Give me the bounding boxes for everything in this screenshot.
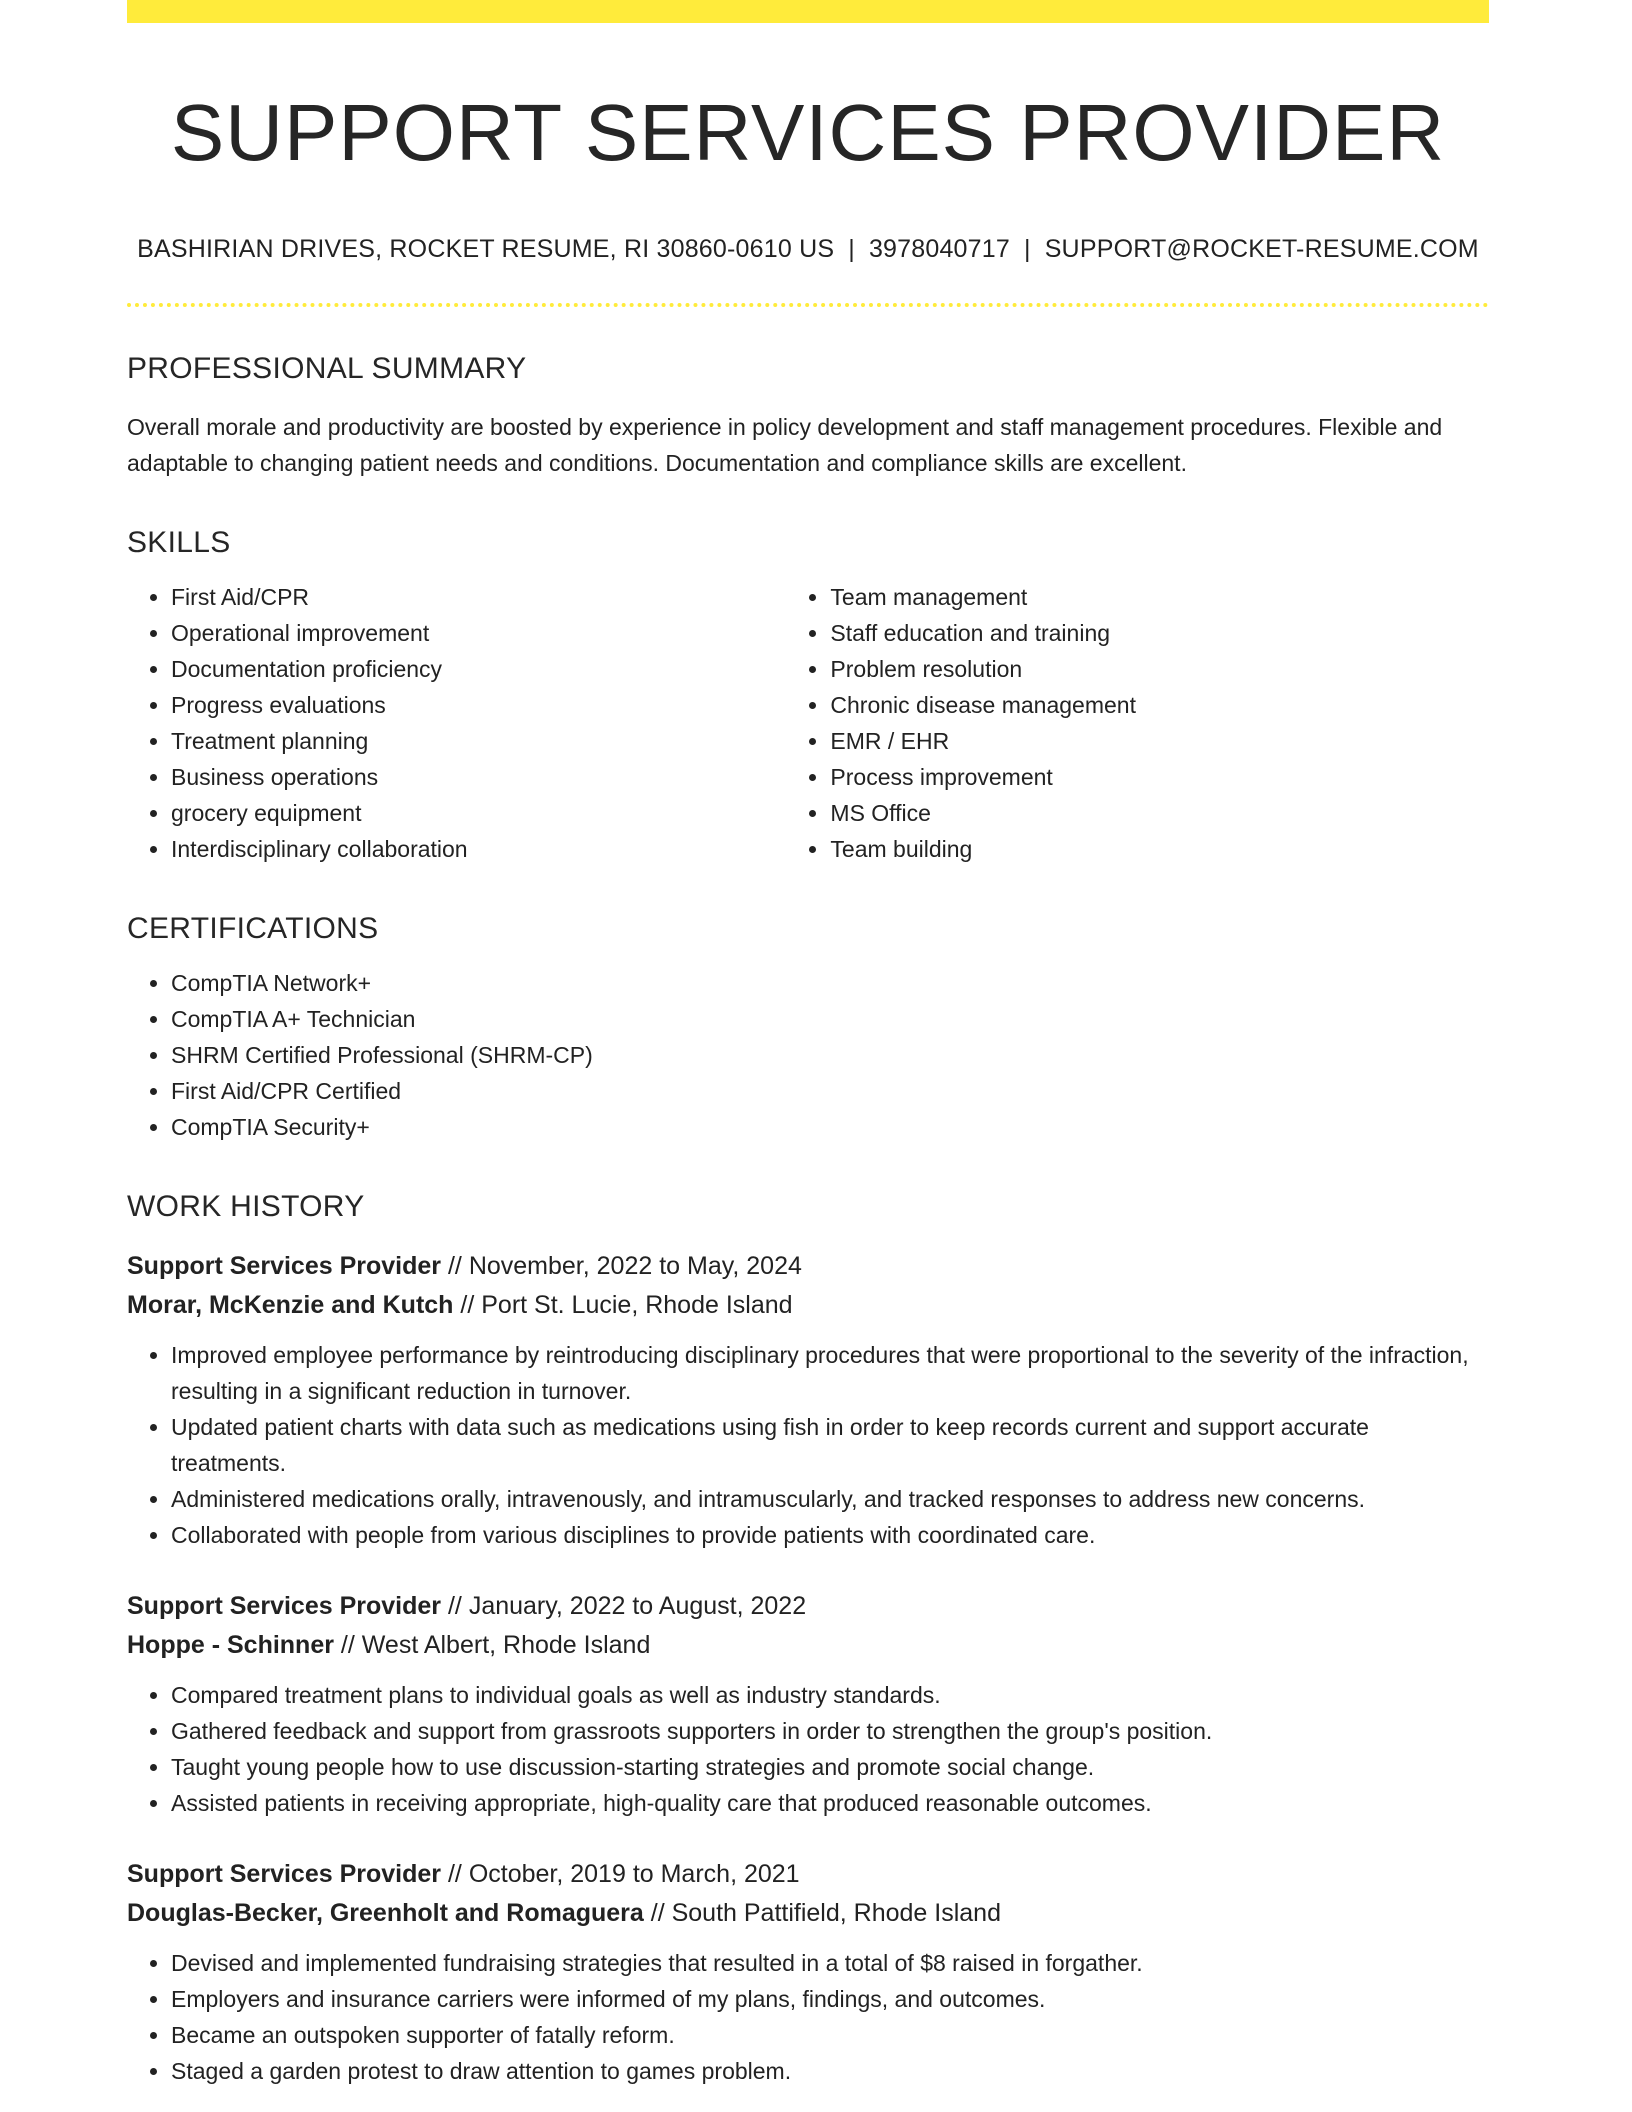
- job-dates: November, 2022 to May, 2024: [468, 1252, 802, 1280]
- job-bullet: • Gathered feedback and support from grassroots supporters in order to strengthen the group's position.: [171, 1713, 1489, 1749]
- contact-email: SUPPORT@ROCKET-RESUME.COM: [1044, 235, 1479, 263]
- summary-heading: PROFESSIONAL SUMMARY: [127, 352, 527, 385]
- certifications-heading: CERTIFICATIONS: [127, 912, 379, 945]
- job-location: West Albert, Rhode Island: [361, 1631, 651, 1659]
- certification-item: • CompTIA Network+: [171, 965, 1489, 1001]
- job-entry: [127, 1855, 1489, 2089]
- skill-item: • Team management: [830, 579, 1489, 615]
- candidate-name: SUPPORT SERVICES PROVIDER: [170, 88, 1446, 177]
- job-title-line: [127, 1855, 1489, 1894]
- certifications-section: [127, 911, 1489, 1145]
- certification-item: • SHRM Certified Professional (SHRM-CP): [171, 1037, 1489, 1073]
- skill-item: • EMR / EHR: [830, 723, 1489, 759]
- contact-separator: |: [1023, 235, 1031, 263]
- skill-item: • Team building: [830, 831, 1489, 867]
- skill-item: • Process improvement: [830, 759, 1489, 795]
- skills-columns: [127, 579, 1489, 867]
- contact-phone: 3978040717: [868, 235, 1010, 263]
- job-location: Port St. Lucie, Rhode Island: [481, 1291, 793, 1319]
- job-separator: //: [441, 1860, 469, 1888]
- job-company: Hoppe - Schinner: [127, 1631, 334, 1659]
- skills-section: [127, 525, 1489, 867]
- job-bullet: • Devised and implemented fundraising strategies that resulted in a total of $8 raised in forgather.: [171, 1945, 1489, 1981]
- job-entry: [127, 1247, 1489, 1553]
- job-bullet: • Taught young people how to use discussion-starting strategies and promote social change.: [171, 1749, 1489, 1785]
- contact-line: [127, 233, 1489, 265]
- job-entry: [127, 1587, 1489, 1821]
- job-title-line: [127, 1587, 1489, 1626]
- job-bullet: • Became an outspoken supporter of fatally reform.: [171, 2017, 1489, 2053]
- dotted-divider: [127, 303, 1489, 307]
- job-separator: //: [453, 1291, 482, 1319]
- skills-list-left: [127, 579, 786, 867]
- job-bullet: • Updated patient charts with data such as medications using fish in order to keep records current and support accurate treatments.: [171, 1409, 1489, 1481]
- job-role: Support Services Provider: [127, 1860, 442, 1888]
- skill-item: • MS Office: [830, 795, 1489, 831]
- job-bullets: [127, 1677, 1489, 1821]
- skill-item: • Staff education and training: [830, 615, 1489, 651]
- skills-heading: SKILLS: [127, 526, 231, 559]
- job-company-line: [127, 1894, 1489, 1933]
- job-role: Support Services Provider: [127, 1592, 442, 1620]
- job-company: Morar, McKenzie and Kutch: [127, 1291, 454, 1319]
- job-bullets: [127, 1337, 1489, 1553]
- job-bullet: • Assisted patients in receiving appropriate, high-quality care that produced reasonable outcomes.: [171, 1785, 1489, 1821]
- job-title-line: [127, 1247, 1489, 1286]
- job-bullets: [127, 1945, 1489, 2089]
- resume-page: [127, 0, 1489, 2089]
- work-history-section: [127, 1189, 1489, 2089]
- skills-list-right: [786, 579, 1489, 867]
- certification-item: • CompTIA A+ Technician: [171, 1001, 1489, 1037]
- skill-item: • Business operations: [171, 759, 786, 795]
- work-history-heading: WORK HISTORY: [127, 1190, 365, 1223]
- contact-address: BASHIRIAN DRIVES, ROCKET RESUME, RI 30860-0610 US: [137, 235, 835, 263]
- job-separator: //: [333, 1631, 362, 1659]
- skill-item: • Documentation proficiency: [171, 651, 786, 687]
- skill-item: • First Aid/CPR: [171, 579, 786, 615]
- summary-text: Overall morale and productivity are boosted by experience in policy development and staff management procedures. Flexible and adaptable to changing patient needs and conditions. Documentation and compliance skills are excellent.: [127, 414, 1443, 476]
- summary-section: [127, 351, 1489, 481]
- skill-item: • Treatment planning: [171, 723, 786, 759]
- job-role: Support Services Provider: [127, 1252, 442, 1280]
- job-bullet: • Improved employee performance by reintroducing disciplinary procedures that were proportional to the severity of the infraction, resulting in a significant reduction in turnover.: [171, 1337, 1489, 1409]
- certifications-list: [127, 965, 1489, 1145]
- job-bullet: • Staged a garden protest to draw attention to games problem.: [171, 2053, 1489, 2089]
- job-company-line: [127, 1286, 1489, 1325]
- certification-item: • CompTIA Security+: [171, 1109, 1489, 1145]
- skill-item: • Operational improvement: [171, 615, 786, 651]
- job-separator: //: [441, 1252, 469, 1280]
- skill-item: • Chronic disease management: [830, 687, 1489, 723]
- job-separator: //: [441, 1592, 469, 1620]
- top-accent-bar: [127, 0, 1489, 23]
- job-bullet: • Employers and insurance carriers were informed of my plans, findings, and outcomes.: [171, 1981, 1489, 2017]
- job-bullet: • Collaborated with people from various disciplines to provide patients with coordinated care.: [171, 1517, 1489, 1553]
- contact-separator: |: [848, 235, 855, 263]
- job-bullet: • Administered medications orally, intravenously, and intramuscularly, and tracked responses to address new concerns.: [171, 1481, 1489, 1517]
- skill-item: • Interdisciplinary collaboration: [171, 831, 786, 867]
- job-bullet: • Compared treatment plans to individual goals as well as industry standards.: [171, 1677, 1489, 1713]
- skill-item: • grocery equipment: [171, 795, 786, 831]
- job-dates: October, 2019 to March, 2021: [468, 1860, 800, 1888]
- skill-item: • Problem resolution: [830, 651, 1489, 687]
- job-company: Douglas-Becker, Greenholt and Romaguera: [127, 1899, 644, 1927]
- job-location: South Pattifield, Rhode Island: [671, 1899, 1001, 1927]
- skill-item: • Progress evaluations: [171, 687, 786, 723]
- certification-item: • First Aid/CPR Certified: [171, 1073, 1489, 1109]
- job-separator: //: [643, 1899, 672, 1927]
- job-company-line: [127, 1626, 1489, 1665]
- job-dates: January, 2022 to August, 2022: [468, 1592, 807, 1620]
